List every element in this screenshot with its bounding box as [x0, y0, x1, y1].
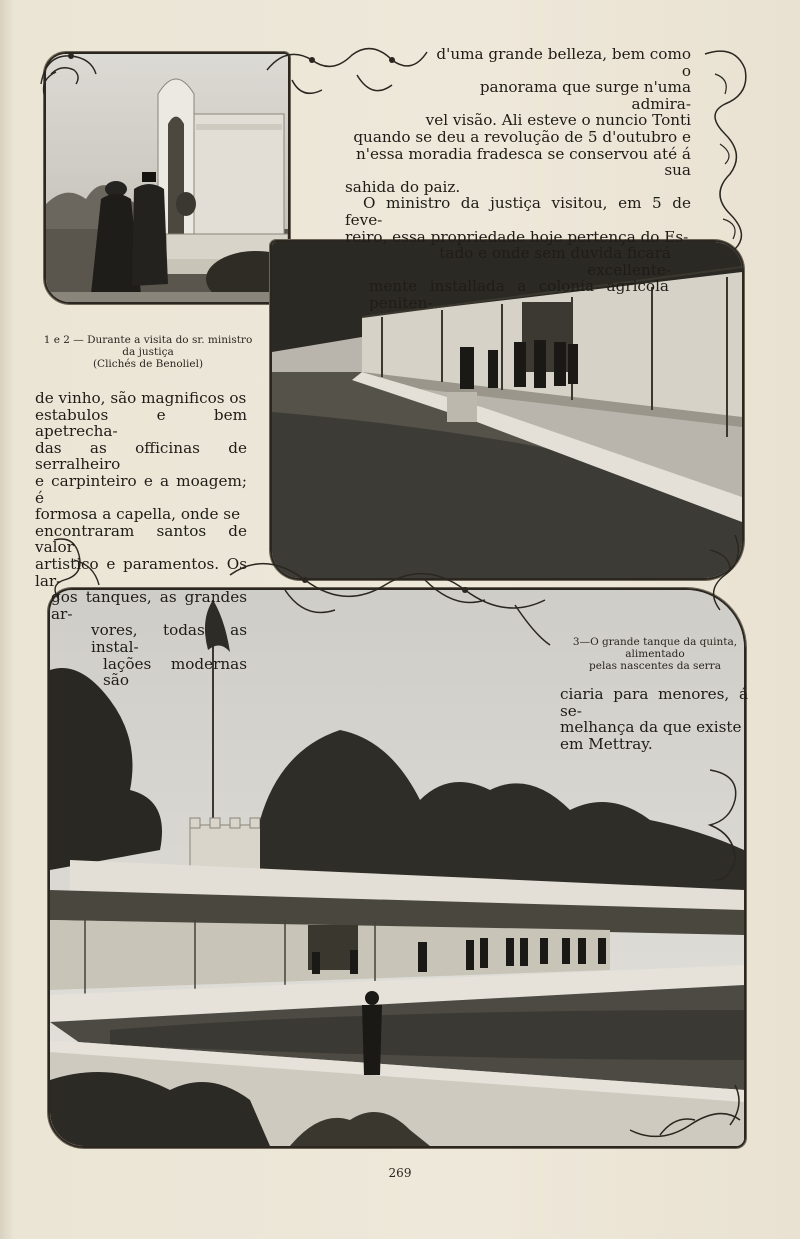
ornament-lower-right	[695, 765, 750, 885]
page-number: 269	[388, 1166, 412, 1180]
text-line: lações modernas são	[103, 654, 247, 690]
text-line: das as officinas de serralheiro	[35, 438, 247, 474]
text-line: tado e onde sem duvida ficará excellente-	[439, 244, 671, 279]
caption-line: 1 e 2 — Durante a visita do sr. ministro	[43, 334, 253, 346]
text-line: O ministro da justiça visitou, em 5 de feve-	[345, 194, 691, 229]
caption-line: pelas nascentes da serra	[589, 660, 721, 672]
caption-photos-1-2	[30, 334, 266, 370]
caption-line: da justiça	[122, 346, 174, 358]
ornament-middle-right	[690, 530, 750, 620]
text-line: encontraram santos de valor	[35, 521, 247, 557]
caption-line: alimentado	[625, 648, 685, 660]
ornament-top-left	[36, 44, 106, 104]
text-line: vel visão. Ali esteve o nuncio Tonti	[425, 111, 691, 130]
article-text-right-lower	[560, 686, 748, 752]
text-line: gos tanques, as grandes ar-	[51, 588, 247, 623]
text-line: de vinho, são magnificos os	[35, 389, 247, 407]
text-line: formosa a capella, onde se	[35, 505, 241, 524]
ornament-middle-band	[225, 540, 555, 650]
caption-photo-3	[560, 636, 750, 672]
article-text-top-right	[345, 46, 691, 312]
text-line: panorama que surge n'uma admira-	[479, 78, 691, 113]
article-text-left-column	[35, 390, 247, 689]
text-line: reiro, essa propriedade hoje pertença do Es-	[345, 227, 689, 246]
caption-line: 3—O grande tanque da quinta,	[572, 636, 738, 648]
text-line: sahida do paiz.	[345, 177, 461, 196]
text-line: ciaria para menores, á se-	[560, 685, 748, 720]
text-line: em Mettray.	[560, 734, 653, 753]
text-line: vores, todas as instal-	[91, 621, 247, 656]
ornament-bottom-right	[620, 1075, 750, 1150]
text-line: estabulos e bem apetrecha-	[35, 405, 247, 441]
ornament-top-right	[695, 44, 755, 254]
text-line: artistico e paramentos. Os lar-	[35, 554, 247, 590]
caption-line: (Clichés de Benoliel)	[92, 358, 204, 370]
text-line: n'essa moradia fradesca se conservou até á sua	[355, 144, 691, 180]
text-line: melhança da que existe	[560, 718, 742, 737]
text-line: mente installada a colonia agricola peniten-	[369, 277, 669, 312]
text-line: d'uma grande belleza, bem como o	[436, 45, 691, 80]
text-line: quando se deu a revolução de 5 d'outubro e	[353, 127, 691, 146]
text-line: e carpinteiro e a moagem; é	[35, 471, 247, 507]
